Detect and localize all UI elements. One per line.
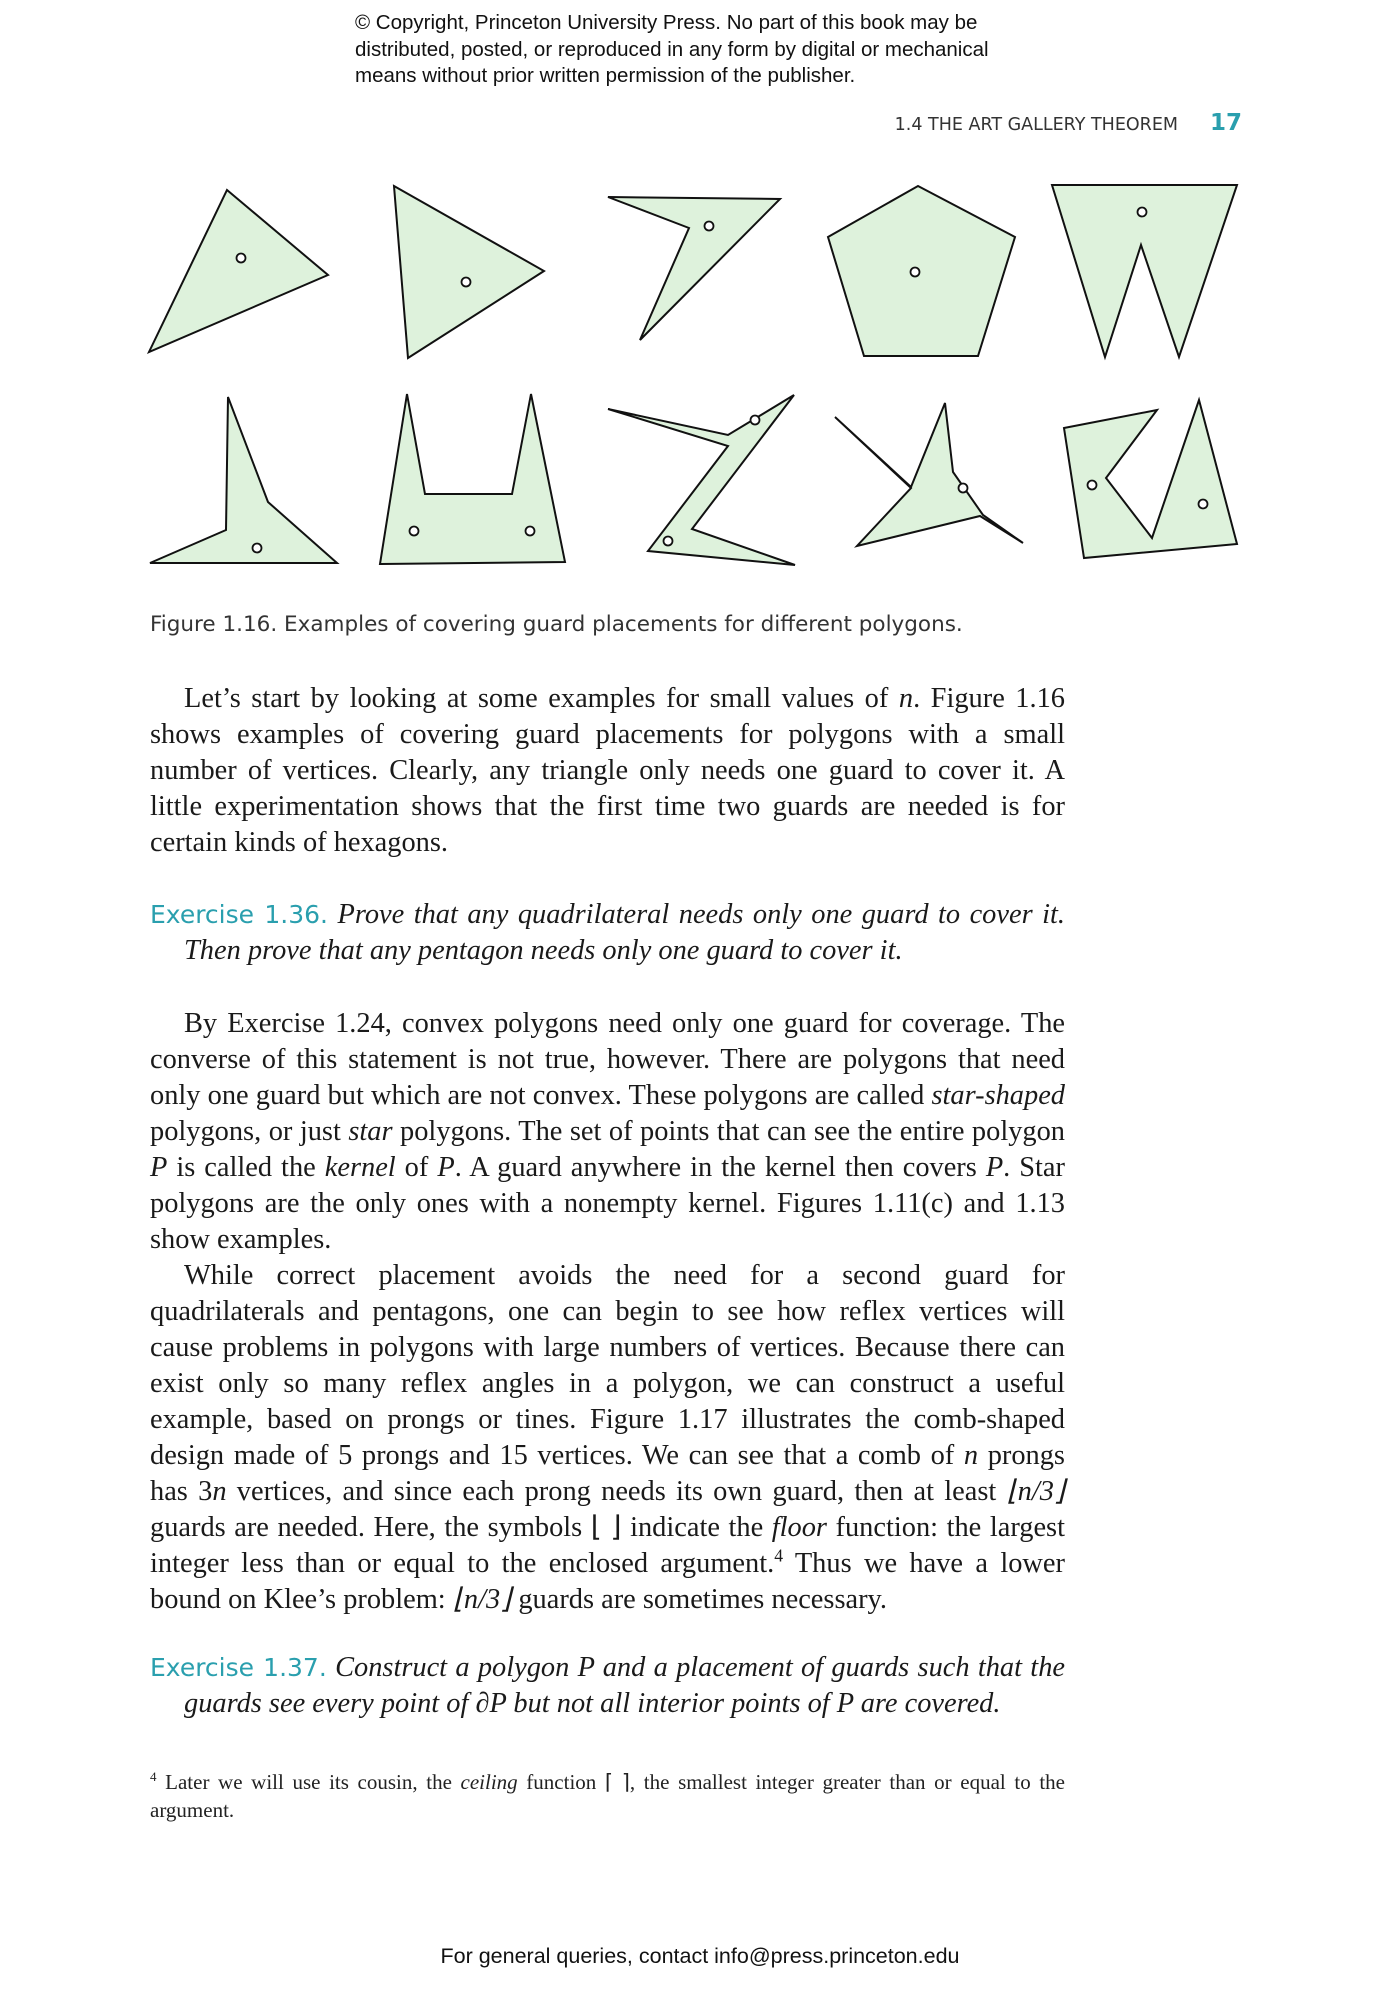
text-run: polygons. The set of points that can see the entire polygon: [392, 1116, 1065, 1147]
polygon-3: [608, 197, 780, 340]
text-run: polygons, or just: [150, 1116, 349, 1147]
text-run: vertices, and since each prong needs its own guard, then at least: [226, 1476, 1007, 1507]
exercise-text: Prove that any quadrilateral needs only one guard to cover it. Then prove that any pentagon needs only one guard to cover it.: [184, 899, 1065, 966]
exercise-label: Exercise 1.36.: [150, 900, 328, 929]
polygon-7: [380, 394, 565, 564]
math-var: n: [898, 683, 914, 714]
text-run: Thus we have a lower bound on Klee’s problem:: [150, 1548, 1065, 1615]
page-number: 17: [1209, 110, 1242, 136]
math-var: P: [985, 1152, 1004, 1183]
math-symbol: ⌊ ⌋: [590, 1512, 622, 1543]
text-run: Later we will use its cousin, the: [156, 1770, 461, 1794]
guard-marker: [237, 254, 246, 263]
exercise-text: Construct a polygon P and a placement of guards such that the guards see every point of ∂P but not all interior points of P are covered.: [184, 1652, 1065, 1719]
guard-marker: [705, 222, 714, 231]
polygon-5: [1052, 185, 1237, 357]
text-run: . Figure 1.16 shows examples of covering guard placements for polygons with a small number of vertices. Clearly, any triangle only needs one guard to cover it. A little experimentation shows that the first time two guards are needed is for certain kinds of hexagons.: [150, 683, 1065, 858]
polygon-9: [835, 403, 1023, 546]
footnote: [150, 1768, 1065, 1824]
text-run: indicate the: [621, 1512, 772, 1543]
guard-marker: [664, 537, 673, 546]
exercise-label: Exercise 1.37.: [150, 1653, 327, 1682]
footnote-ref: 4: [774, 1545, 783, 1566]
guard-marker: [1138, 208, 1147, 217]
figure-1-16: [0, 0, 1400, 600]
math-expr: ⌊n/3⌋: [452, 1584, 512, 1615]
polygon-2: [394, 186, 544, 358]
guard-marker: [462, 278, 471, 287]
paragraph-2: [150, 1006, 1065, 1618]
polygon-1: [149, 190, 328, 352]
polygon-6: [150, 397, 337, 563]
polygon-8: [608, 395, 795, 565]
math-var: n: [963, 1440, 979, 1471]
guard-marker: [911, 268, 920, 277]
math-expr: ⌊n/3⌋: [1006, 1476, 1066, 1507]
section-title: 1.4 THE ART GALLERY THEOREM: [894, 115, 1178, 135]
figure-caption: Figure 1.16. Examples of covering guard placements for different polygons.: [150, 612, 963, 637]
text-run: function: the largest integer less than or equal to the enclosed argument.: [150, 1512, 1065, 1579]
text-run: is called the: [167, 1152, 325, 1183]
text-run: . A guard anywhere in the kernel then covers: [454, 1152, 986, 1183]
math-var: n: [212, 1476, 227, 1507]
text-run: By Exercise 1.24, convex polygons need only one guard for coverage. The converse of this statement is not true, however. There are polygons that need only one guard but which are not convex. These polygons are called: [150, 1008, 1065, 1111]
copyright-line-2: distributed, posted, or reproduced in any form by digital or mechanical: [355, 37, 989, 61]
text-run: function ⌈ ⌉, the smallest integer greater than or equal to the argument.: [150, 1770, 1065, 1822]
text-run: Let’s start by looking at some examples for small values of: [184, 683, 899, 714]
text-run: While correct placement avoids the need for a second guard for quadrilaterals and pentagons, one can begin to see how reflex vertices will cause problems in polygons with large numbers of vertices. Because there can exist only so many reflex angles in a polygon, we can construct a useful example, based on prongs or tines. Figure 1.17 illustrates the comb-shaped design made of 5 prongs and 15 vertices. We can see that a comb of: [150, 1260, 1065, 1471]
polygon-10: [1064, 400, 1237, 558]
guard-marker: [1199, 500, 1208, 509]
math-var: P: [150, 1152, 168, 1183]
term: star: [348, 1116, 393, 1147]
paragraph-1: [150, 681, 1065, 861]
math-var: P: [437, 1152, 455, 1183]
text-run: guards are needed. Here, the symbols: [150, 1512, 591, 1543]
guard-marker: [1088, 481, 1097, 490]
guard-marker: [253, 544, 262, 553]
guard-marker: [526, 527, 535, 536]
polygon-4: [828, 186, 1015, 356]
guard-marker: [751, 416, 760, 425]
text-run: . Star polygons are the only ones with a nonempty kernel. Figures 1.11(c) and 1.13 show examples.: [150, 1152, 1065, 1255]
copyright-line-1: © Copyright, Princeton University Press. No part of this book may be: [355, 11, 978, 34]
copyright-line-3: means without prior written permission of the publisher.: [355, 64, 856, 87]
text-run: of: [395, 1152, 438, 1183]
guard-marker: [410, 527, 419, 536]
footnote-mark: 4: [150, 1769, 157, 1784]
exercise-1-37: [150, 1650, 1065, 1722]
term: floor: [771, 1512, 827, 1543]
text-run: prongs has 3: [150, 1440, 1065, 1507]
paragraph-3: [150, 1258, 1065, 1618]
term: ceiling: [460, 1770, 518, 1794]
footer-contact: For general queries, contact info@press.princeton.edu: [440, 1944, 960, 1968]
text-run: guards are sometimes necessary.: [511, 1584, 888, 1615]
exercise-1-36: [150, 897, 1065, 969]
term: kernel: [324, 1152, 396, 1183]
guard-marker: [959, 484, 968, 493]
term: star-shaped: [931, 1080, 1065, 1111]
